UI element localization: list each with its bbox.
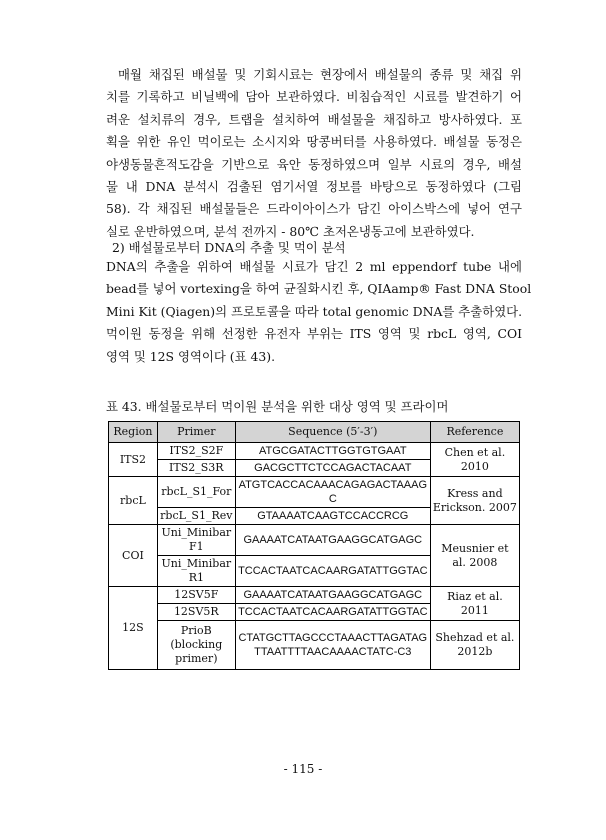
sequence-cell: GAAAATCATAATGAAGGCATGAGC xyxy=(235,525,430,556)
region-cell: COI xyxy=(109,525,158,587)
sequence-cell: GAAAATCATAATGAAGGCATGAGC xyxy=(235,587,430,604)
column-header-region: Region xyxy=(109,422,158,443)
table-header-row xyxy=(109,422,520,443)
primer-cell: rbcL_S1_Rev xyxy=(157,508,235,525)
sequence-cell: ATGTCACCACAAACAGAGACTAAAGC xyxy=(235,477,430,508)
table-row xyxy=(109,477,520,508)
column-header-reference: Reference xyxy=(430,422,519,443)
paragraph-line: 려운 설치류의 경우, 트랩을 설치하여 배설물을 채집하고 방사하였다. 포 xyxy=(106,111,522,127)
paragraph-line: 물 내 DNA 분석시 검출된 염기서열 정보를 바탕으로 동정하였다 (그림 xyxy=(106,179,522,195)
paragraph-line: DNA의 추출을 위하여 배설물 시료가 담긴 2 ml eppendorf tube 내에 xyxy=(106,259,522,274)
paragraph-line: 획을 위한 유인 먹이로는 소시지와 땅콩버터를 사용하였다. 배설물 동정은 xyxy=(106,134,522,150)
primer-table xyxy=(108,421,520,670)
body-paragraph-1 xyxy=(106,64,522,243)
table-caption: 표 43. 배설물로부터 먹이원 분석을 위한 대상 영역 및 프라이머 xyxy=(106,399,449,414)
column-header-sequence: Sequence (5′-3′) xyxy=(235,422,430,443)
column-header-primer: Primer xyxy=(157,422,235,443)
paragraph-line: 실로 운반하였으며, 분석 전까지 - 80℃ 초저온냉동고에 보관하였다. xyxy=(106,223,475,239)
primer-cell: 12SV5F xyxy=(157,587,235,604)
region-cell: ITS2 xyxy=(109,443,158,477)
paragraph-line: 치를 기록하고 비닐백에 담아 보관하였다. 비침습적인 시료를 발견하기 어 xyxy=(106,89,522,105)
primer-cell: Uni_Minibar F1 xyxy=(157,525,235,556)
primer-cell: rbcL_S1_For xyxy=(157,477,235,508)
reference-cell: Chen et al. 2010 xyxy=(430,443,519,477)
table-row xyxy=(109,443,520,460)
primer-cell: 12SV5R xyxy=(157,604,235,621)
paragraph-line: 야생동물흔적도감을 기반으로 육안 동정하였으며 일부 시료의 경우, 배설 xyxy=(106,156,522,172)
sequence-cell: GTAAAATCAAGTCCACCRCG xyxy=(235,508,430,525)
paragraph-line: 58). 각 채집된 배설물들은 드라이아이스가 담긴 아이스박스에 넣어 연구 xyxy=(106,201,522,217)
sequence-cell: CTATGCTTAGCCCTAAACTTAGATAGTTAATTTTAACAAAACTATC-C3 xyxy=(235,621,430,670)
table-row xyxy=(109,525,520,556)
sequence-cell: TCCACTAATCACAARGATATTGGTAC xyxy=(235,556,430,587)
section-heading: 2) 배설물로부터 DNA의 추출 및 먹이 분석 xyxy=(112,240,346,255)
paragraph-line: 먹이원 동정을 위해 선정한 유전자 부위는 ITS 영역 및 rbcL 영역, COI xyxy=(106,326,522,342)
paragraph-line: 매월 채집된 배설물 및 기회시료는 현장에서 배설물의 종류 및 채집 위 xyxy=(118,67,522,82)
reference-cell: Meusnier et al. 2008 xyxy=(430,525,519,587)
paragraph-line: Mini Kit (Qiagen)의 프로토콜을 따라 total genomic DNA를 추출하였다. xyxy=(106,303,523,319)
primer-cell: ITS2_S3R xyxy=(157,460,235,477)
body-paragraph-2 xyxy=(106,256,532,368)
region-cell: 12S xyxy=(109,587,158,670)
page-number: - 115 - xyxy=(283,762,323,776)
sequence-cell: GACGCTTCTCCAGACTACAAT xyxy=(235,460,430,477)
paragraph-line: 영역 및 12S 영역이다 (표 43). xyxy=(106,348,276,364)
primer-cell: ITS2_S2F xyxy=(157,443,235,460)
primer-cell: PrioB (blocking primer) xyxy=(157,621,235,670)
sequence-cell: TCCACTAATCACAARGATATTGGTAC xyxy=(235,604,430,621)
reference-cell: Shehzad et al. 2012b xyxy=(430,621,519,670)
table-row xyxy=(109,587,520,604)
primer-cell: Uni_Minibar R1 xyxy=(157,556,235,587)
paragraph-line: bead를 넣어 vortexing을 하여 균질화시킨 후, QIAamp® Fast DNA Stool xyxy=(106,281,532,297)
reference-cell: Kress and Erickson. 2007 xyxy=(430,477,519,525)
table-row xyxy=(109,621,520,670)
sequence-cell: ATGCGATACTTGGTGTGAAT xyxy=(235,443,430,460)
reference-cell: Riaz et al. 2011 xyxy=(430,587,519,621)
region-cell: rbcL xyxy=(109,477,158,525)
